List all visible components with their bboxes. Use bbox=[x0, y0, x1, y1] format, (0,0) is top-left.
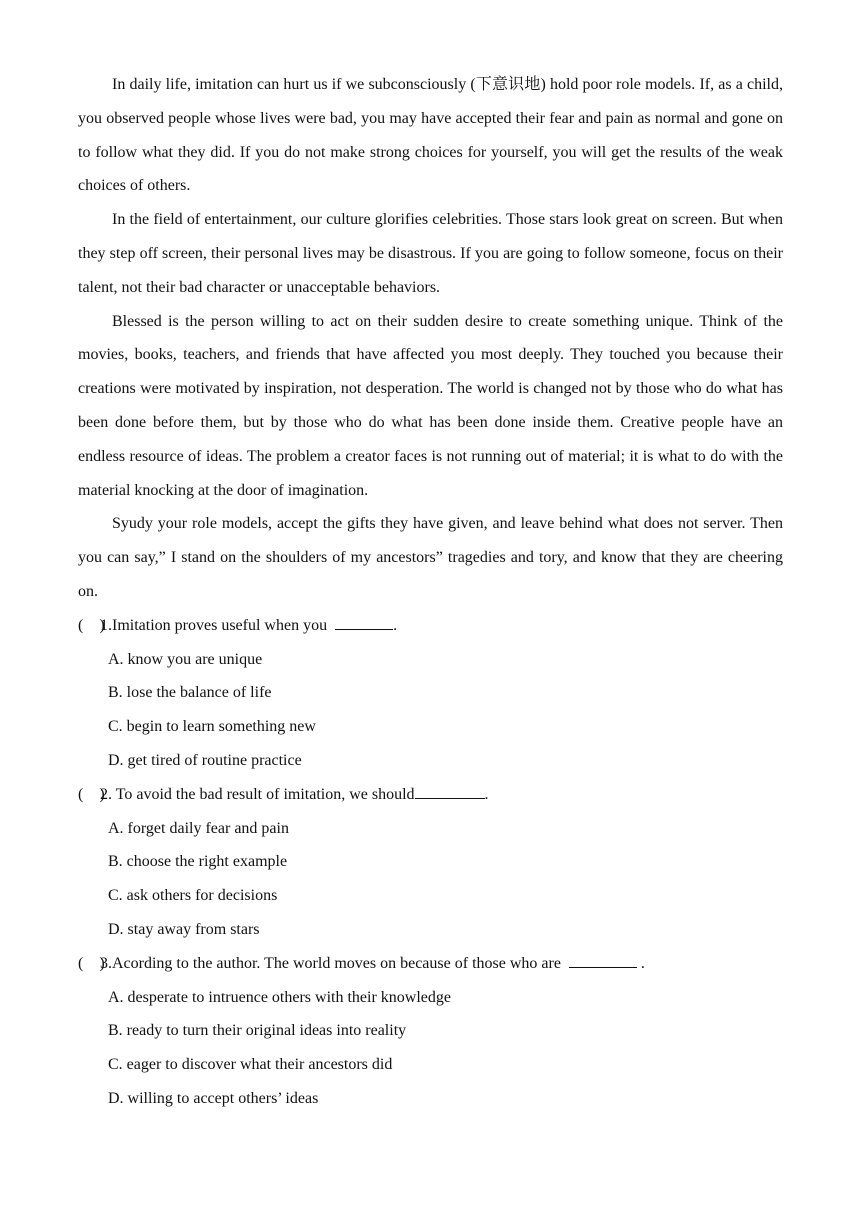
question-1-options bbox=[78, 643, 783, 778]
question-3-stem-line bbox=[78, 947, 783, 981]
question-2-stem: 2. To avoid the bad result of imitation, we should bbox=[100, 785, 415, 803]
option-b[interactable]: B. lose the balance of life bbox=[108, 684, 272, 702]
question-2-stem-line bbox=[78, 778, 783, 812]
answer-bracket[interactable]: ( ) bbox=[78, 616, 105, 634]
option-c[interactable]: C. ask others for decisions bbox=[108, 887, 278, 905]
question-1-end: . bbox=[393, 616, 398, 634]
question-1-stem: 1.Imitation proves useful when you bbox=[100, 616, 328, 634]
question-1 bbox=[78, 609, 783, 778]
option-c[interactable]: C. eager to discover what their ancestors did bbox=[108, 1056, 393, 1074]
question-3-options bbox=[78, 981, 783, 1116]
passage-paragraph-4: Syudy your role models, accept the gifts they have given, and leave behind what does not server. Then you can say,” I stand on the shoulders of my ancestors” tragedies and tory, and know that they are cheering on. bbox=[78, 515, 783, 600]
passage-paragraph-2: In the field of entertainment, our culture glorifies celebrities. Those stars look great on screen. But when they step off screen, their personal lives may be disastrous. If you are going to follow someone, focus on their talent, not their bad character or unacceptable behaviors. bbox=[78, 211, 783, 296]
reading-passage bbox=[78, 68, 783, 609]
answer-bracket[interactable]: ( ) bbox=[78, 785, 105, 803]
question-3-end: . bbox=[640, 954, 645, 972]
question-2 bbox=[78, 778, 783, 947]
option-d[interactable]: D. willing to accept others’ ideas bbox=[108, 1089, 319, 1107]
question-1-stem-line bbox=[78, 609, 783, 643]
answer-blank bbox=[569, 953, 637, 968]
answer-blank bbox=[335, 615, 393, 630]
document-page bbox=[78, 68, 783, 1116]
option-a[interactable]: A. know you are unique bbox=[108, 650, 263, 668]
option-a[interactable]: A. desperate to intruence others with their knowledge bbox=[108, 988, 451, 1006]
option-b[interactable]: B. ready to turn their original ideas into reality bbox=[108, 1022, 407, 1040]
question-2-options bbox=[78, 812, 783, 947]
option-c[interactable]: C. begin to learn something new bbox=[108, 718, 316, 736]
answer-blank bbox=[415, 784, 485, 799]
answer-bracket[interactable]: ( ) bbox=[78, 954, 105, 972]
question-3 bbox=[78, 947, 783, 1116]
option-d[interactable]: D. get tired of routine practice bbox=[108, 751, 302, 769]
passage-paragraph-3: Blessed is the person willing to act on their sudden desire to create something unique. Think of the movies, books, teachers, and friends that have affected you most deeply. They touched you because their creations were motivated by inspiration, not desperation. The world is changed not by those who do what has been done before them, but by those who do what has been done inside them. Creative people have an endless resource of ideas. The problem a creator faces is not running out of material; it is what to do with the material knocking at the door of imagination. bbox=[78, 312, 783, 499]
option-a[interactable]: A. forget daily fear and pain bbox=[108, 819, 289, 837]
question-3-stem: 3.Acording to the author. The world moves on because of those who are bbox=[100, 954, 561, 972]
question-2-end: . bbox=[484, 785, 489, 803]
option-d[interactable]: D. stay away from stars bbox=[108, 920, 260, 938]
option-b[interactable]: B. choose the right example bbox=[108, 853, 288, 871]
passage-paragraph-1: In daily life, imitation can hurt us if we subconsciously (下意识地) hold poor role models. If, as a child, you observed people whose lives were bad, you may have accepted their fear and pain as normal and gone on to follow what they did. If you do not make strong choices for yourself, you will get the results of the weak choices of others. bbox=[78, 76, 783, 195]
